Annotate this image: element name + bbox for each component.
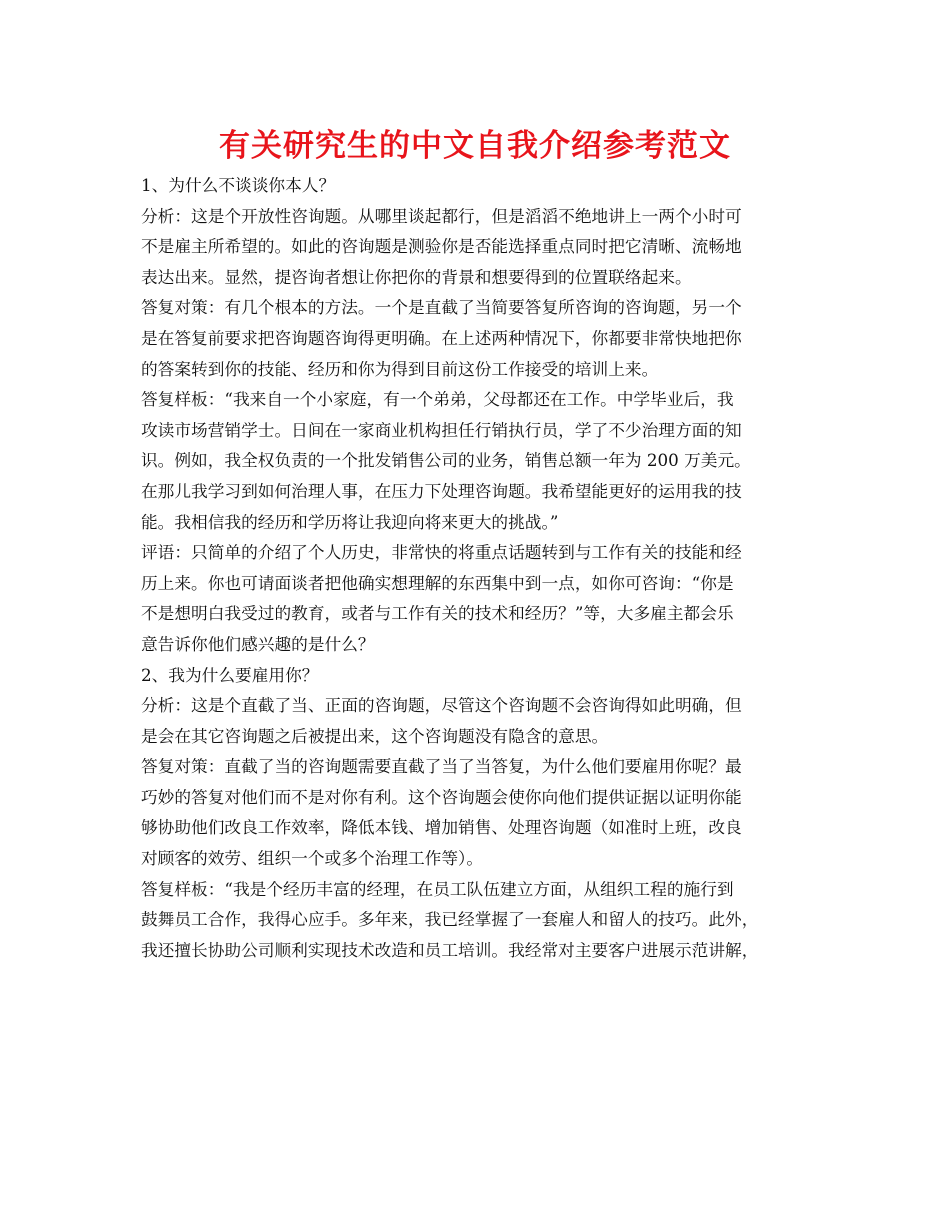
document-body	[141, 170, 825, 965]
document-title: 有关研究生的中文自我介绍参考范文	[219, 128, 731, 164]
paragraph-line: 对顾客的效劳、组织一个或多个治理工作等）。	[141, 848, 484, 869]
question-heading: 1、为什么不谈谈你本人？	[141, 175, 336, 195]
paragraph-line: 答复样板：“我是个经历丰富的经理，在员工队伍建立方面，从组织工程的施行到	[141, 878, 734, 899]
paragraph-line: 我还擅长协助公司顺利实现技术改造和员工培训。我经常对主要客户进展示范讲解，	[141, 939, 759, 960]
paragraph-line: 答复对策：有几个根本的方法。一个是直截了当简要答复所咨询的咨询题，另一个	[141, 297, 742, 318]
paragraph-line: 攻读市场营销学士。日间在一家商业机构担任行销执行员，学了不少治理方面的知	[141, 419, 742, 440]
paragraph-line: 鼓舞员工合作，我得心应手。多年来，我已经掌握了一套雇人和留人的技巧。此外，	[141, 909, 759, 930]
paragraph-line: 答复对策：直截了当的咨询题需要直截了当了当答复，为什么他们要雇用你呢？最	[141, 756, 742, 777]
paragraph-line: 分析：这是个直截了当、正面的咨询题，尽管这个咨询题不会咨询得如此明确，但	[141, 695, 742, 716]
paragraph-line: 识。例如，我全权负责的一个批发销售公司的业务，销售总额一年为 200 万美元。	[141, 450, 751, 471]
paragraph-line: 是会在其它咨询题之后被提出来，这个咨询题没有隐含的意思。	[141, 725, 609, 746]
paragraph-line: 不是想明白我受过的教育，或者与工作有关的技术和经历？”等，大多雇主都会乐	[141, 603, 734, 624]
paragraph-line: 表达出来。显然，提咨询者想让你把你的背景和想要得到的位置联络起来。	[141, 266, 692, 287]
paragraph-line: 意告诉你他们感兴趣的是什么？	[141, 633, 375, 654]
paragraph-line: 在那儿我学习到如何治理人事，在压力下处理咨询题。我希望能更好的运用我的技	[141, 480, 742, 501]
paragraph-line: 不是雇主所希望的。如此的咨询题是测验你是否能选择重点同时把它清晰、流畅地	[141, 236, 742, 257]
paragraph-line: 够协助他们改良工作效率，降低本钱、增加销售、处理咨询题（如准时上班，改良	[141, 817, 742, 838]
paragraph-line: 能。我相信我的经历和学历将让我迎向将来更大的挑战。”	[141, 511, 559, 532]
paragraph-line: 分析：这是个开放性咨询题。从哪里谈起都行，但是滔滔不绝地讲上一两个小时可	[141, 205, 742, 226]
paragraph-line: 是在答复前要求把咨询题咨询得更明确。在上述两种情况下，你都要非常快地把你	[141, 327, 742, 348]
paragraph-line: 巧妙的答复对他们而不是对你有利。这个咨询题会使你向他们提供证据以证明你能	[141, 786, 742, 807]
paragraph-line: 评语：只简单的介绍了个人历史，非常快的将重点话题转到与工作有关的技能和经	[141, 542, 742, 563]
paragraph-line: 历上来。你也可请面谈者把他确实想理解的东西集中到一点，如你可咨询：“你是	[141, 572, 734, 593]
paragraph-line: 的答案转到你的技能、经历和你为得到目前这份工作接受的培训上来。	[141, 358, 659, 379]
paragraph-line: 答复样板：“我来自一个小家庭，有一个弟弟，父母都还在工作。中学毕业后，我	[141, 389, 734, 410]
question-heading: 2、我为什么要雇用你？	[141, 664, 319, 685]
